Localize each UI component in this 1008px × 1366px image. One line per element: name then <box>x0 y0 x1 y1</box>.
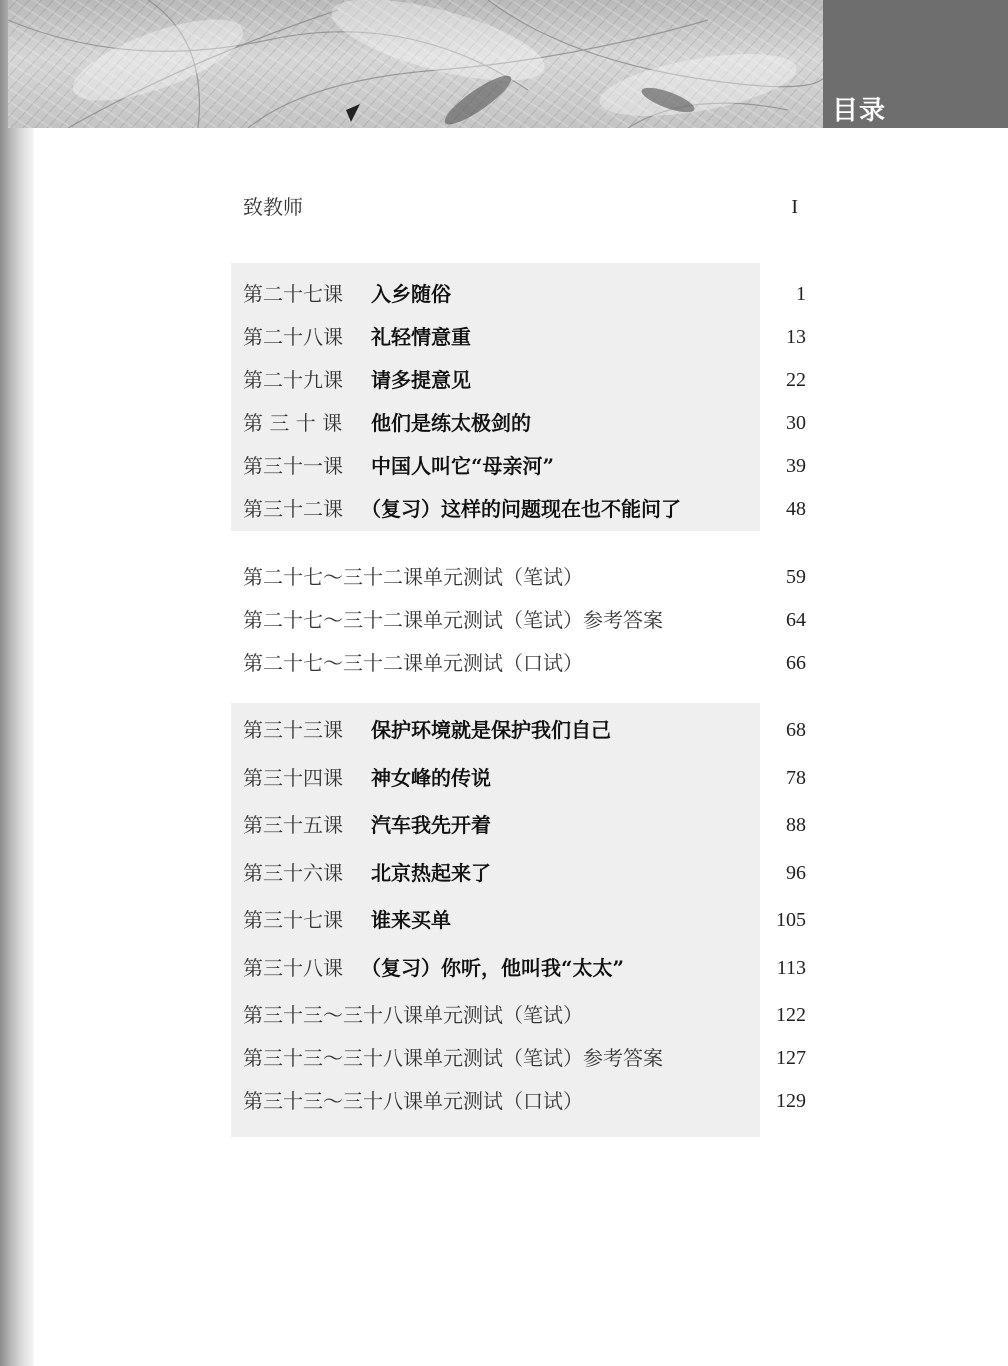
lesson-title: 神女峰的传说 <box>371 766 491 790</box>
toc-entry-lesson-32[interactable] <box>243 492 806 526</box>
toc-entry-lesson-34[interactable] <box>243 761 806 795</box>
test-label: 第三十三～三十八课单元测试（笔试） <box>243 1003 583 1027</box>
toc-entry-lesson-27[interactable] <box>243 277 806 311</box>
toc-entry-lesson-37[interactable] <box>243 903 806 937</box>
lesson-page: 113 <box>776 957 806 979</box>
test-label: 第二十七～三十二课单元测试（笔试）参考答案 <box>243 608 663 632</box>
lesson-page: 39 <box>786 455 806 477</box>
lesson-number: 第三十八课 <box>243 956 343 980</box>
lesson-number: 第二十九课 <box>243 368 343 392</box>
toc-entry-unit2-test-answers[interactable] <box>243 1041 806 1075</box>
toc-entry-lesson-31[interactable] <box>243 449 806 483</box>
lesson-page: 22 <box>786 369 806 391</box>
toc-title: 目录 <box>832 96 887 126</box>
lesson-number: 第三十一课 <box>243 454 343 478</box>
toc-entry-lesson-35[interactable] <box>243 808 806 842</box>
lesson-title: 入乡随俗 <box>371 282 451 306</box>
toc-entry-lesson-38[interactable] <box>243 951 806 985</box>
test-page: 122 <box>776 1004 806 1026</box>
lesson-page: 30 <box>786 412 806 434</box>
lesson-page: 88 <box>786 814 806 836</box>
lesson-page: 105 <box>776 909 806 931</box>
lesson-number: 第三十七课 <box>243 908 343 932</box>
lesson-title: 保护环境就是保护我们自己 <box>371 718 611 742</box>
lesson-number: 第二十七课 <box>243 282 343 306</box>
toc-entry-unit2-test-written[interactable] <box>243 998 806 1032</box>
toc-entry-lesson-33[interactable] <box>243 713 806 747</box>
test-page: 66 <box>786 652 806 674</box>
lesson-title: 中国人叫它“母亲河” <box>371 454 555 478</box>
toc-preface[interactable] <box>243 190 806 224</box>
lesson-title: 谁来买单 <box>371 908 451 932</box>
lesson-number: 第 三 十 课 <box>243 411 343 435</box>
lesson-title: 请多提意见 <box>371 368 471 392</box>
lesson-number: 第三十四课 <box>243 766 343 790</box>
lesson-number: 第三十二课 <box>243 497 343 521</box>
toc-entry-unit2-test-oral[interactable] <box>243 1084 806 1118</box>
test-page: 129 <box>776 1090 806 1112</box>
test-label: 第二十七～三十二课单元测试（笔试） <box>243 565 583 589</box>
test-page: 59 <box>786 566 806 588</box>
test-page: 64 <box>786 609 806 631</box>
lesson-title: 礼轻情意重 <box>371 325 471 349</box>
test-label: 第三十三～三十八课单元测试（口试） <box>243 1089 583 1113</box>
toc-entry-lesson-30[interactable] <box>243 406 806 440</box>
lesson-title: （复习）这样的问题现在也不能问了 <box>361 497 681 521</box>
lesson-number: 第三十六课 <box>243 861 343 885</box>
toc-entry-lesson-29[interactable] <box>243 363 806 397</box>
lesson-title: 北京热起来了 <box>371 861 491 885</box>
lesson-page: 1 <box>796 283 806 305</box>
toc-entry-unit1-test-written[interactable] <box>243 560 806 594</box>
test-page: 127 <box>776 1047 806 1069</box>
leaf-texture-banner <box>8 0 823 128</box>
lesson-title: 汽车我先开着 <box>371 813 491 837</box>
lesson-number: 第三十三课 <box>243 718 343 742</box>
lesson-page: 13 <box>786 326 806 348</box>
test-label: 第三十三～三十八课单元测试（笔试）参考答案 <box>243 1046 663 1070</box>
lesson-page: 48 <box>786 498 806 520</box>
lesson-title: （复习）你听，他叫我“太太” <box>361 956 625 980</box>
toc-header <box>823 0 1008 128</box>
toc-entry-lesson-28[interactable] <box>243 320 806 354</box>
toc-entry-unit1-test-answers[interactable] <box>243 603 806 637</box>
lesson-page: 68 <box>786 719 806 741</box>
toc-entry-unit1-test-oral[interactable] <box>243 646 806 680</box>
lesson-number: 第三十五课 <box>243 813 343 837</box>
toc-preface-label: 致教师 <box>243 195 303 219</box>
toc-preface-page: I <box>791 196 798 218</box>
lesson-title: 他们是练太极剑的 <box>371 411 531 435</box>
lesson-page: 78 <box>786 767 806 789</box>
lesson-number: 第二十八课 <box>243 325 343 349</box>
lesson-page: 96 <box>786 862 806 884</box>
test-label: 第二十七～三十二课单元测试（口试） <box>243 651 583 675</box>
toc-entry-lesson-36[interactable] <box>243 856 806 890</box>
book-spine-shadow <box>0 0 34 1366</box>
